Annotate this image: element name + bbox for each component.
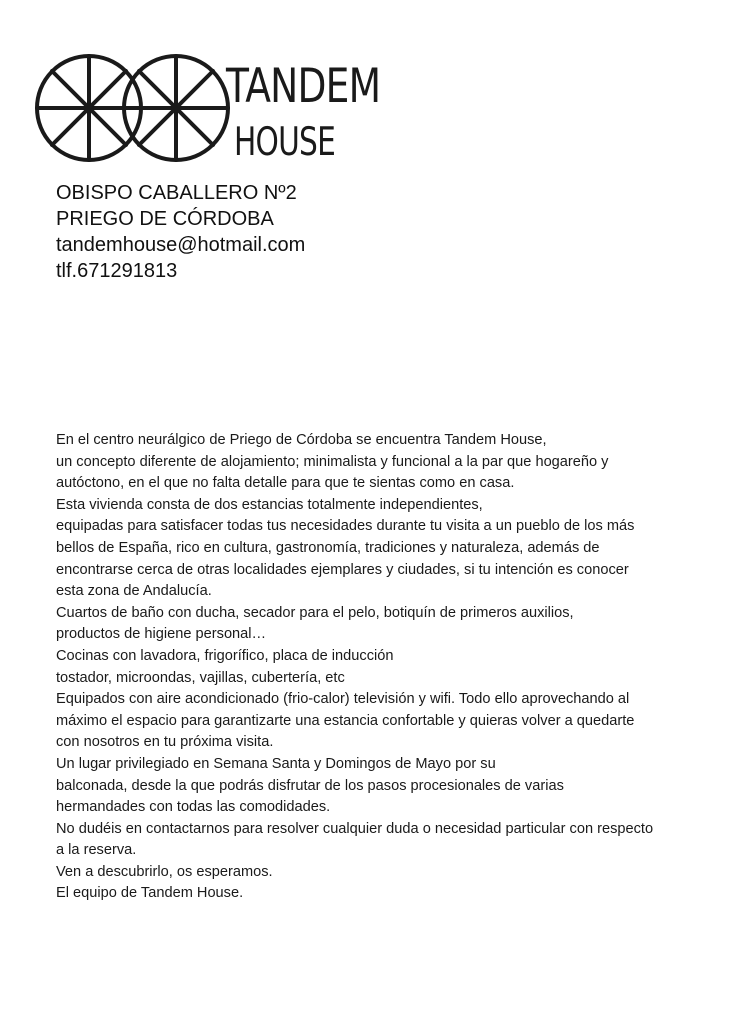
- text-line: máximo el espacio para garantizarte una estancia confortable y quieras volver a quedarte: [56, 712, 635, 729]
- tandem-house-logo-icon: [34, 48, 234, 178]
- text-line: encontrarse cerca de otras localidades ejemplares y ciudades, si tu intención es conocer: [56, 561, 629, 578]
- town-line: PRIEGO DE CÓRDOBA: [56, 208, 274, 230]
- text-line: Cuartos de baño con ducha, secador para el pelo, botiquín de primeros auxilios,: [56, 604, 574, 621]
- logo-word-tandem: TANDEM: [226, 59, 381, 114]
- text-line: Cocinas con lavadora, frigorífico, placa de inducción: [56, 647, 394, 664]
- tandem-house-logo: [34, 48, 384, 178]
- text-line: a la reserva.: [56, 842, 137, 859]
- text-line: balconada, desde la que podrás disfrutar de los pasos procesionales de varias: [56, 777, 564, 794]
- text-line: El equipo de Tandem House.: [56, 885, 244, 902]
- text-line: un concepto diferente de alojamiento; minimalista y funcional a la par que hogareño y: [56, 453, 609, 470]
- text-line: tostador, microondas, vajillas, cubertería, etc: [56, 669, 345, 686]
- text-line: equipadas para satisfacer todas tus necesidades durante tu visita a un pueblo de los más: [56, 518, 635, 535]
- text-line: autóctono, en el que no falta detalle para que te sientas como en casa.: [56, 475, 515, 492]
- text-line: con nosotros en tu próxima visita.: [56, 734, 274, 751]
- text-line: bellos de España, rico en cultura, gastronomía, tradiciones y naturaleza, además de: [56, 539, 600, 556]
- text-line: No dudéis en contactarnos para resolver cualquier duda o necesidad particular con respecto: [56, 820, 654, 837]
- text-line: Un lugar privilegiado en Semana Santa y Domingos de Mayo por su: [56, 755, 496, 772]
- phone-line: tlf.671291813: [56, 260, 178, 282]
- logo-word-house: HOUSE: [234, 120, 336, 165]
- description-text: [56, 430, 736, 905]
- text-line: Ven a descubrirlo, os esperamos.: [56, 863, 273, 880]
- text-line: En el centro neurálgico de Priego de Córdoba se encuentra Tandem House,: [56, 432, 547, 448]
- address-line: OBISPO CABALLERO Nº2: [56, 182, 297, 204]
- text-line: Esta vivienda consta de dos estancias totalmente independientes,: [56, 496, 483, 513]
- contact-block: [56, 180, 305, 284]
- email-line: tandemhouse@hotmail.com: [56, 234, 306, 256]
- text-line: Equipados con aire acondicionado (frio-calor) televisión y wifi. Todo ello aprovechando al: [56, 691, 630, 708]
- text-line: esta zona de Andalucía.: [56, 583, 212, 600]
- text-line: hermandades con todas las comodidades.: [56, 799, 331, 816]
- text-line: productos de higiene personal…: [56, 626, 267, 643]
